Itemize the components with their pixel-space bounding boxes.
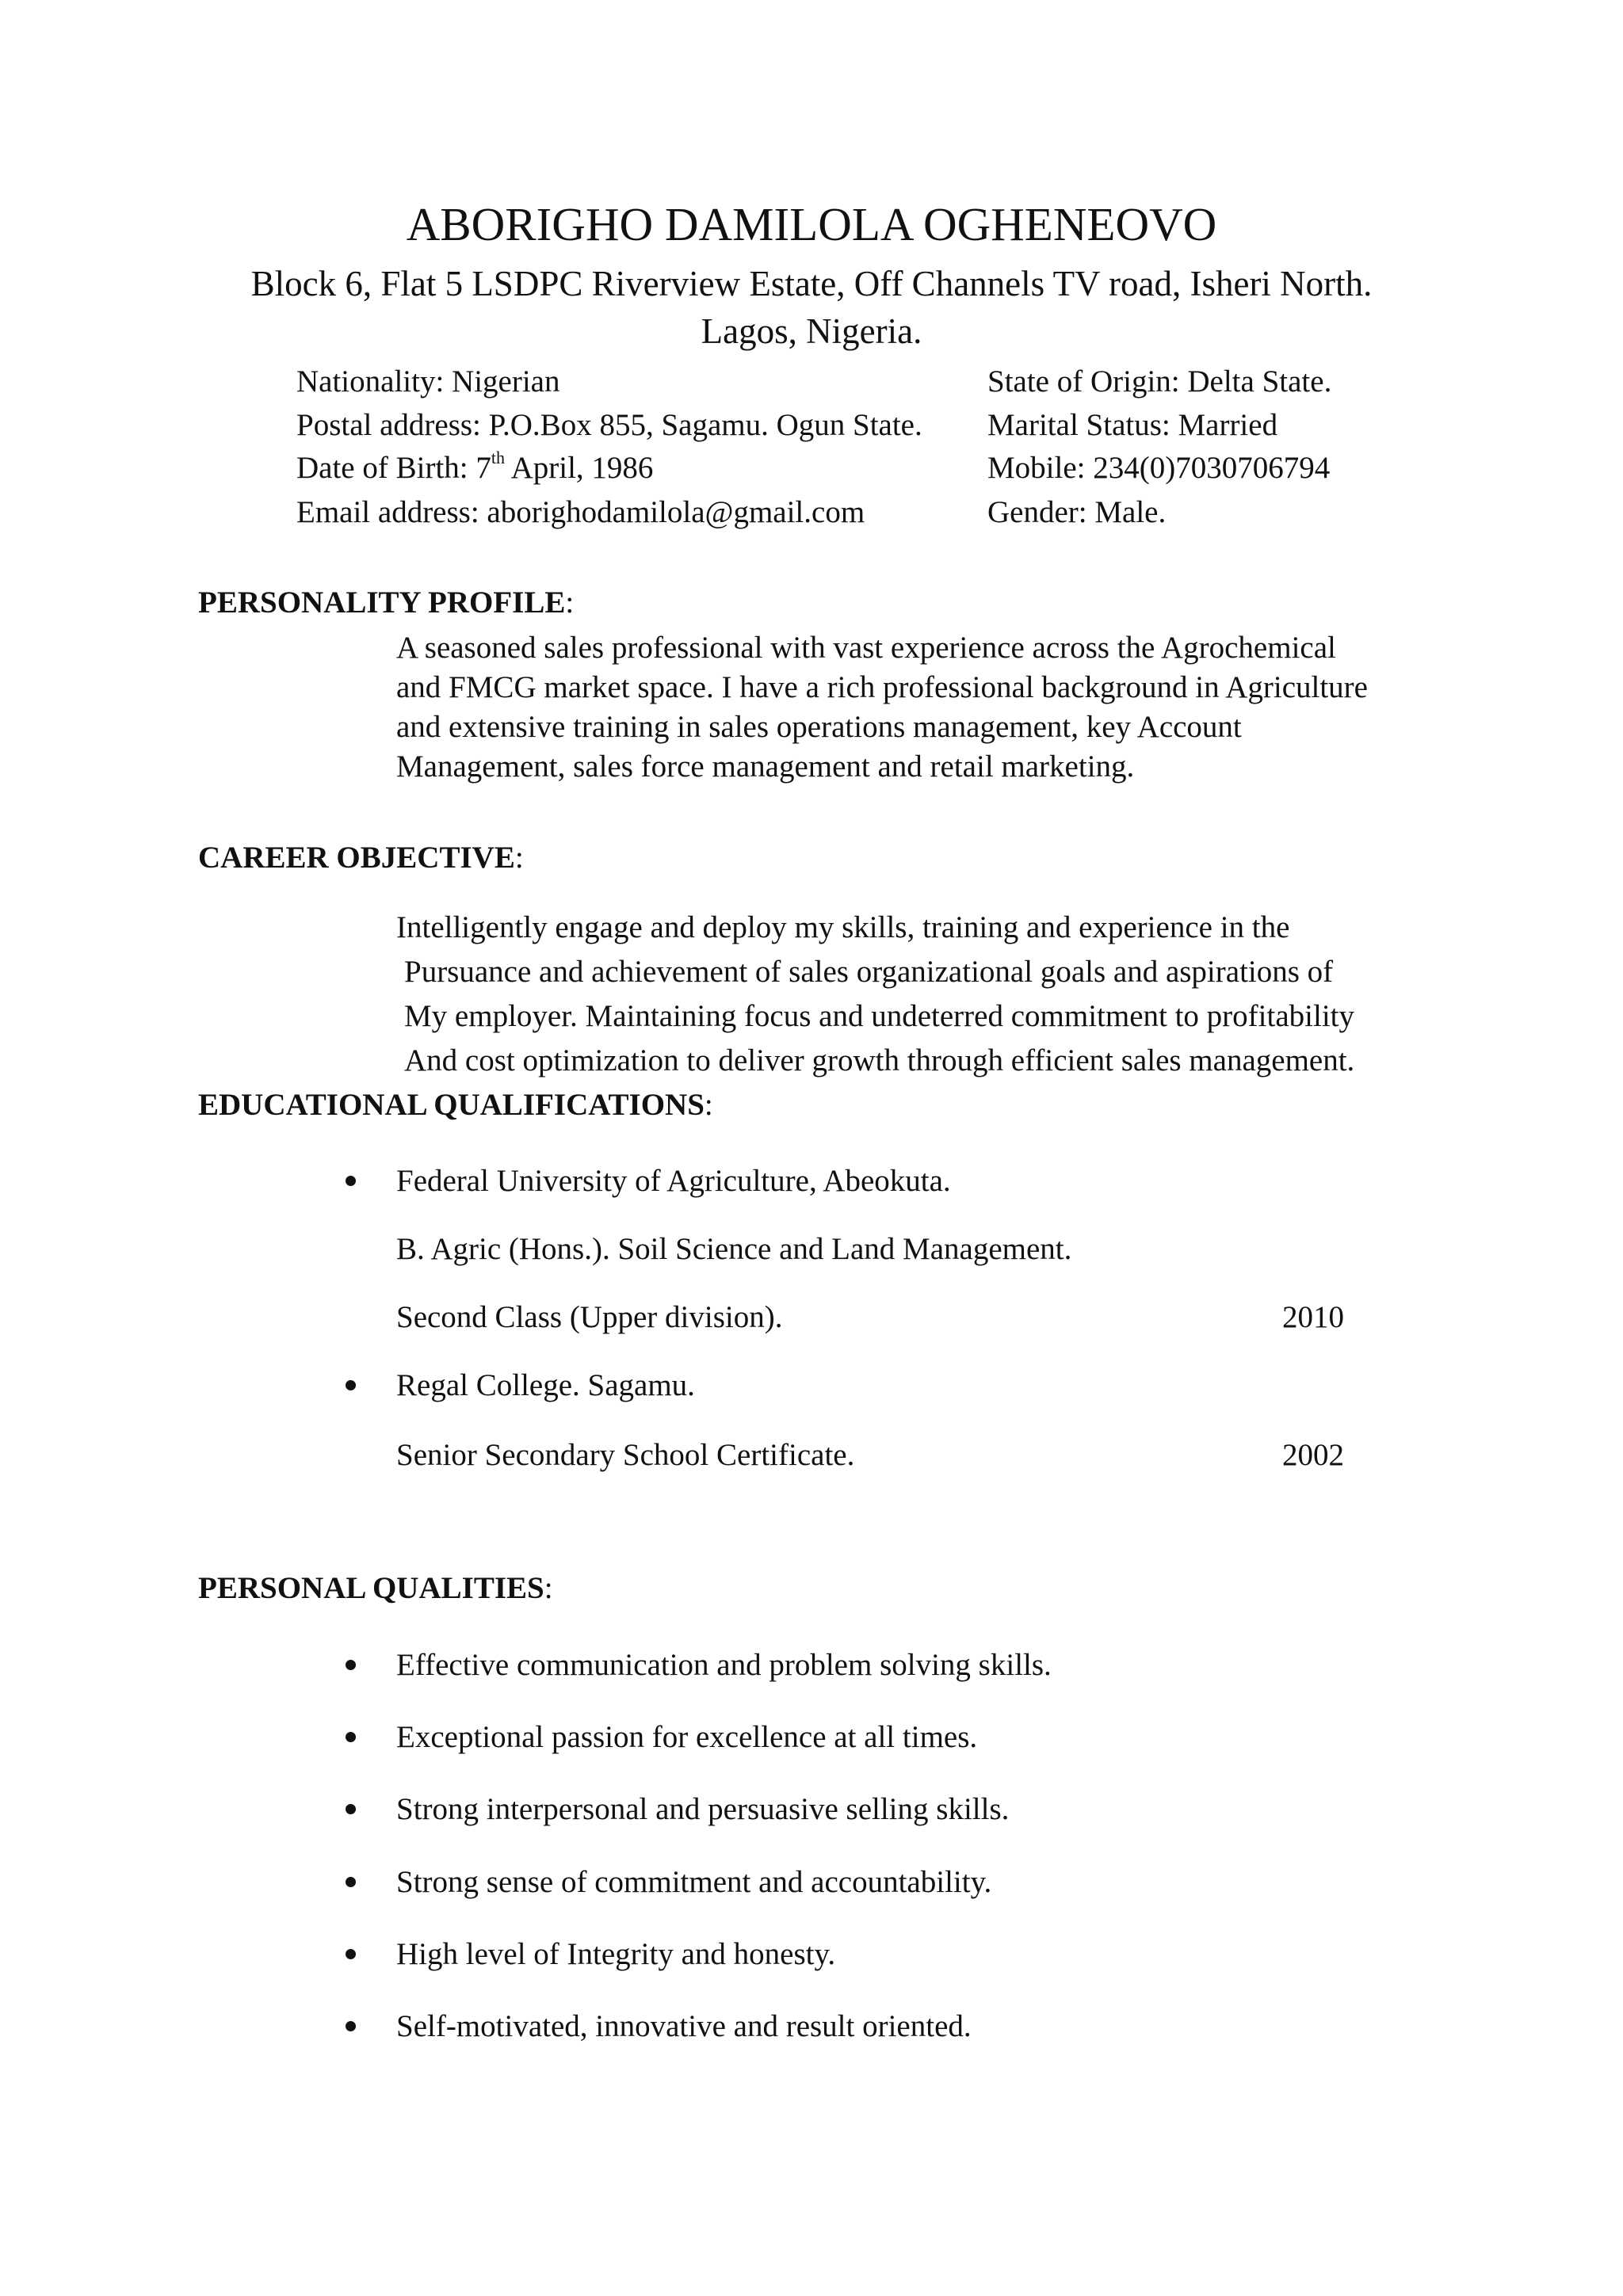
heading-colon: : <box>514 841 524 875</box>
date-of-birth <box>296 448 653 488</box>
quality-item: Effective communication and problem solving skills. <box>396 1648 1052 1682</box>
bullet-icon <box>346 1804 356 1814</box>
bullet-icon <box>346 1380 356 1390</box>
quality-item: Exceptional passion for excellence at all times. <box>396 1720 978 1754</box>
mobile-number: Mobile: 234(0)7030706794 <box>987 451 1331 485</box>
career-objective-title: CAREER OBJECTIVE <box>198 841 515 875</box>
bullet-icon <box>346 1660 356 1670</box>
education-grade: Second Class (Upper division). <box>396 1300 783 1334</box>
education-grade: Senior Secondary School Certificate. <box>396 1438 855 1472</box>
education-institution: Federal University of Agriculture, Abeokuta. <box>396 1164 951 1198</box>
profile-line: and extensive training in sales operations management, key Account <box>396 710 1242 744</box>
address-line-2: Lagos, Nigeria. <box>701 311 922 351</box>
bullet-icon <box>346 1176 356 1186</box>
objective-line: Pursuance and achievement of sales organizational goals and aspirations of <box>404 955 1334 989</box>
education-title: EDUCATIONAL QUALIFICATIONS <box>198 1088 705 1122</box>
personality-profile-heading <box>198 583 574 623</box>
state-of-origin: State of Origin: Delta State. <box>987 364 1332 399</box>
education-heading <box>198 1085 713 1125</box>
personal-qualities-title: PERSONAL QUALITIES <box>198 1571 544 1605</box>
dob-ordinal: th <box>491 448 505 467</box>
candidate-name: ABORIGHO DAMILOLA OGHENEOVO <box>406 198 1217 250</box>
heading-colon: : <box>704 1088 713 1122</box>
nationality: Nationality: Nigerian <box>296 364 560 399</box>
education-year: 2002 <box>1282 1438 1344 1472</box>
profile-line: A seasoned sales professional with vast experience across the Agrochemical <box>396 631 1336 665</box>
objective-line: My employer. Maintaining focus and undeterred commitment to profitability <box>404 999 1354 1033</box>
education-year: 2010 <box>1282 1300 1344 1334</box>
quality-item: Strong interpersonal and persuasive selling skills. <box>396 1792 1010 1826</box>
education-institution: Regal College. Sagamu. <box>396 1368 695 1402</box>
email-address: Email address: aborighodamilola@gmail.com <box>296 495 865 529</box>
career-objective-heading <box>198 838 524 878</box>
address-line-1: Block 6, Flat 5 LSDPC Riverview Estate, Off Channels TV road, Isheri North. <box>250 264 1373 303</box>
postal-address: Postal address: P.O.Box 855, Sagamu. Ogun State. <box>296 408 922 442</box>
bullet-icon <box>346 1732 356 1742</box>
quality-item: Strong sense of commitment and accountability. <box>396 1865 992 1899</box>
bullet-icon <box>346 1877 356 1887</box>
bullet-icon <box>346 1949 356 1959</box>
personal-qualities-heading <box>198 1569 553 1608</box>
objective-line: And cost optimization to deliver growth through efficient sales management. <box>404 1043 1355 1077</box>
profile-line: and FMCG market space. I have a rich professional background in Agriculture <box>396 670 1368 704</box>
objective-line: Intelligently engage and deploy my skills, training and experience in the <box>396 910 1290 944</box>
quality-item: Self-motivated, innovative and result oriented. <box>396 2009 972 2043</box>
quality-item: High level of Integrity and honesty. <box>396 1937 836 1971</box>
dob-prefix: Date of Birth: 7 <box>296 451 491 485</box>
gender: Gender: Male. <box>987 495 1167 529</box>
heading-colon: : <box>544 1571 553 1605</box>
dob-suffix: April, 1986 <box>505 451 654 485</box>
profile-line: Management, sales force management and retail marketing. <box>396 749 1135 784</box>
marital-status: Marital Status: Married <box>987 408 1278 442</box>
education-degree: B. Agric (Hons.). Soil Science and Land Management. <box>396 1232 1072 1266</box>
bullet-icon <box>346 2021 356 2031</box>
personality-profile-title: PERSONALITY PROFILE <box>198 585 566 620</box>
heading-colon: : <box>565 585 575 620</box>
